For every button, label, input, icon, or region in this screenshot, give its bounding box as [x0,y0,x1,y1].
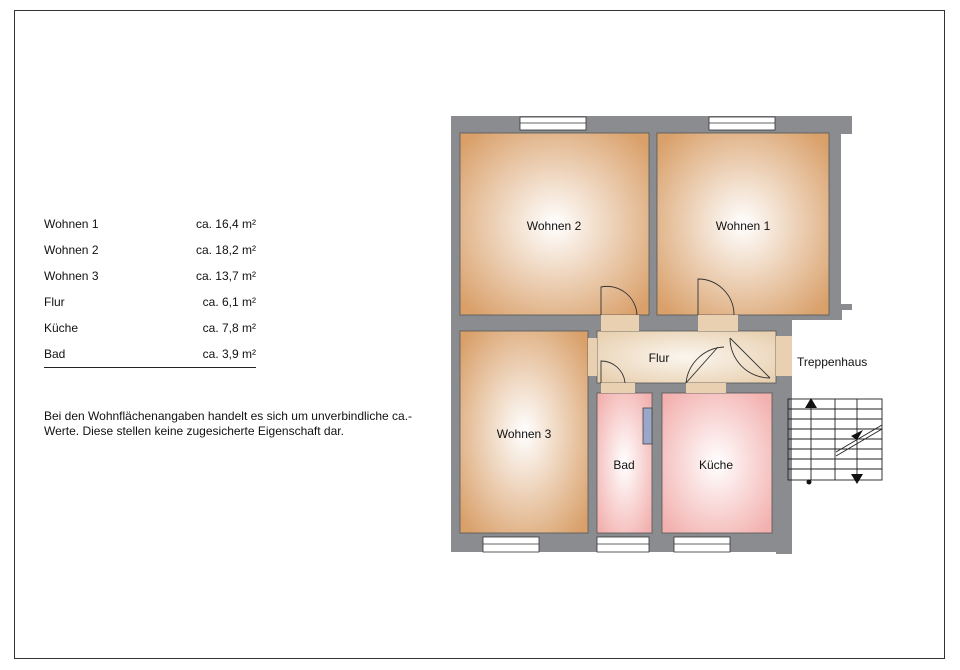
door-opening [601,315,639,331]
area-name: Flur [44,295,65,309]
window [597,537,649,552]
area-value: ca. 16,4 m² [195,217,256,231]
area-name: Wohnen 1 [44,217,99,231]
window [709,117,775,130]
door-opening [776,336,792,376]
disclaimer-text: Bei den Wohnflächenangaben handelt es sich um unverbindliche ca.-Werte. Diese stellen keine zugesicherte Eigenschaft dar. [44,409,413,438]
area-name: Küche [44,321,79,335]
area-name: Wohnen 3 [44,269,99,283]
exterior-gap [842,310,862,324]
area-value: ca. 18,2 m² [195,243,256,257]
area-value: ca. 13,7 m² [195,269,256,283]
window [483,537,539,552]
door-opening [698,315,738,331]
label-wohnen-3: Wohnen 3 [496,427,552,441]
door-opening [601,383,635,393]
label-flur: Flur [648,351,670,365]
door-opening [686,383,726,393]
label-kueche: Küche [698,458,734,472]
area-value: ca. 7,8 m² [202,321,256,335]
window [674,537,730,552]
door-opening [588,338,597,376]
exterior-gap [841,134,861,304]
area-value: ca. 6,1 m² [202,295,256,309]
area-name: Wohnen 2 [44,243,99,257]
area-value: ca. 3,9 m² [202,347,256,361]
label-wohnen-1: Wohnen 1 [715,219,771,233]
stair-start-dot [807,480,812,485]
shaft-icon [643,408,652,444]
label-treppenhaus: Treppenhaus [797,355,868,369]
label-bad: Bad [613,458,635,472]
area-name: Bad [44,347,66,361]
window [520,117,586,130]
label-wohnen-2: Wohnen 2 [526,219,582,233]
